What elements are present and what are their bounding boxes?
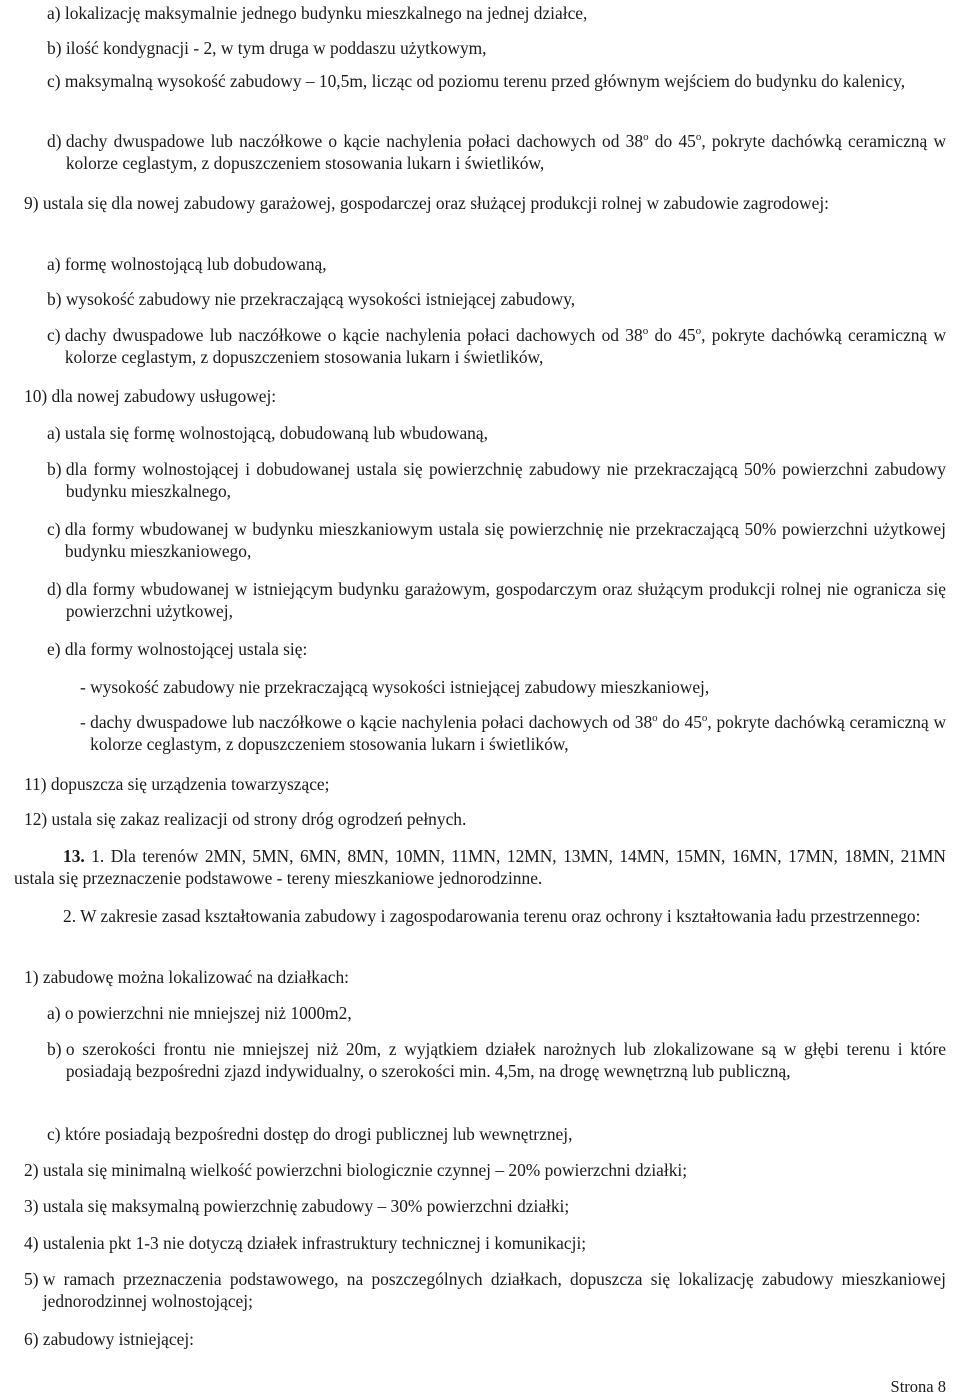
list-item: d) dachy dwuspadowe lub naczółkowe o kącie nachylenia połaci dachowych od 38$^o$ do 45$^o$, pokryte dachówką ceramiczną w kolorze ceglastym, z dopuszczeniem stosowania lukarn i świetlików,: [47, 131, 947, 173]
list-item: c) dachy dwuspadowe lub naczółkowe o kącie nachylenia połaci dachowych od 38$^o$ do 45$^o$, pokryte dachówką ceramiczną w kolorze ceglastym, z dopuszczeniem stosowania lukarn i świetlików,: [47, 325, 947, 367]
list-item: b) o szerokości frontu nie mniejszej niż 20m, z wyjątkiem działek narożnych lub zlokalizowane są w głębi terenu i które posiadają bezpośredni zjazd indywidualny, o szerokości min. 4,5m, na drogę wewnętrzną lub publiczną,: [47, 1039, 946, 1081]
list-item: 10) dla nowej zabudowy usługowej:: [24, 386, 277, 406]
list-item: - wysokość zabudowy nie przekraczającą wysokości istniejącej zabudowy mieszkaniowej,: [80, 677, 710, 697]
list-item: c) które posiadają bezpośredni dostęp do drogi publicznej lub wewnętrznej,: [47, 1124, 573, 1144]
list-item: - dachy dwuspadowe lub naczółkowe o kącie nachylenia połaci dachowych od 38$^o$ do 45$^o$, pokryte dachówką ceramiczną w kolorze ceglastym, z dopuszczeniem stosowania lukarn i świetlików,: [80, 712, 946, 754]
list-item: b) ilość kondygnacji - 2, w tym druga w poddaszu użytkowym,: [47, 38, 487, 58]
section-13-paragraph-2: 2. W zakresie zasad kształtowania zabudowy i zagospodarowania terenu oraz ochrony i kształtowania ładu przestrzennego:: [63, 906, 921, 926]
list-item: c) maksymalną wysokość zabudowy – 10,5m, licząc od poziomu terenu przed głównym wejściem do budynku do kalenicy,: [47, 71, 906, 91]
list-item: 5) w ramach przeznaczenia podstawowego, na poszczególnych działkach, dopuszcza się lokalizację zabudowy mieszkaniowej jednorodzinnej wolnostojącej;: [24, 1269, 946, 1311]
list-item: 1) zabudowę można lokalizować na działkach:: [24, 967, 349, 987]
list-item: 12) ustala się zakaz realizacji od strony dróg ogrodzeń pełnych.: [24, 809, 467, 829]
list-item: 3) ustala się maksymalną powierzchnię zabudowy – 30% powierzchni działki;: [24, 1196, 570, 1216]
list-item: e) dla formy wolnostojącej ustala się:: [47, 639, 308, 659]
list-item: a) formę wolnostojącą lub dobudowaną,: [47, 254, 327, 274]
page-number: Strona 8: [890, 1377, 946, 1396]
list-item: b) wysokość zabudowy nie przekraczającą wysokości istniejącej zabudowy,: [47, 289, 576, 309]
list-item: a) o powierzchni nie mniejszej niż 1000m2,: [47, 1003, 352, 1023]
section-number: 13.: [63, 846, 85, 866]
list-item: 6) zabudowy istniejącej:: [24, 1329, 194, 1349]
list-item: 4) ustalenia pkt 1-3 nie dotyczą działek infrastruktury technicznej i komunikacji;: [24, 1233, 587, 1253]
list-item: 11) dopuszcza się urządzenia towarzyszące;: [24, 774, 330, 794]
section-13-paragraph-1: 13. 1. Dla terenów 2MN, 5MN, 6MN, 8MN, 10MN, 11MN, 12MN, 13MN, 14MN, 15MN, 16MN, 17MN, 18MN, 21MN ustala się przeznaczenie podstawowe - tereny mieszkaniowe jednorodzinne.: [14, 846, 946, 888]
list-item: a) ustala się formę wolnostojącą, dobudowaną lub wbudowaną,: [47, 423, 488, 443]
list-item: d) dla formy wbudowanej w istniejącym budynku garażowym, gospodarczym oraz służącym produkcji rolnej nie ogranicza się powierzchni użytkowej,: [47, 579, 946, 621]
list-item: c) dla formy wbudowanej w budynku mieszkaniowym ustala się powierzchnię nie przekraczającą 50% powierzchni użytkowej budynku mieszkaniowego,: [47, 519, 946, 561]
list-item: 2) ustala się minimalną wielkość powierzchni biologicznie czynnej – 20% powierzchni działki;: [24, 1160, 688, 1180]
list-item: 9) ustala się dla nowej zabudowy garażowej, gospodarczej oraz służącej produkcji rolnej w zabudowie zagrodowej:: [24, 193, 829, 213]
list-item: b) dla formy wolnostojącej i dobudowanej ustala się powierzchnię zabudowy nie przekraczającą 50% powierzchni zabudowy budynku mieszkalnego,: [47, 459, 946, 501]
list-item: a) lokalizację maksymalnie jednego budynku mieszkalnego na jednej działce,: [47, 3, 588, 23]
